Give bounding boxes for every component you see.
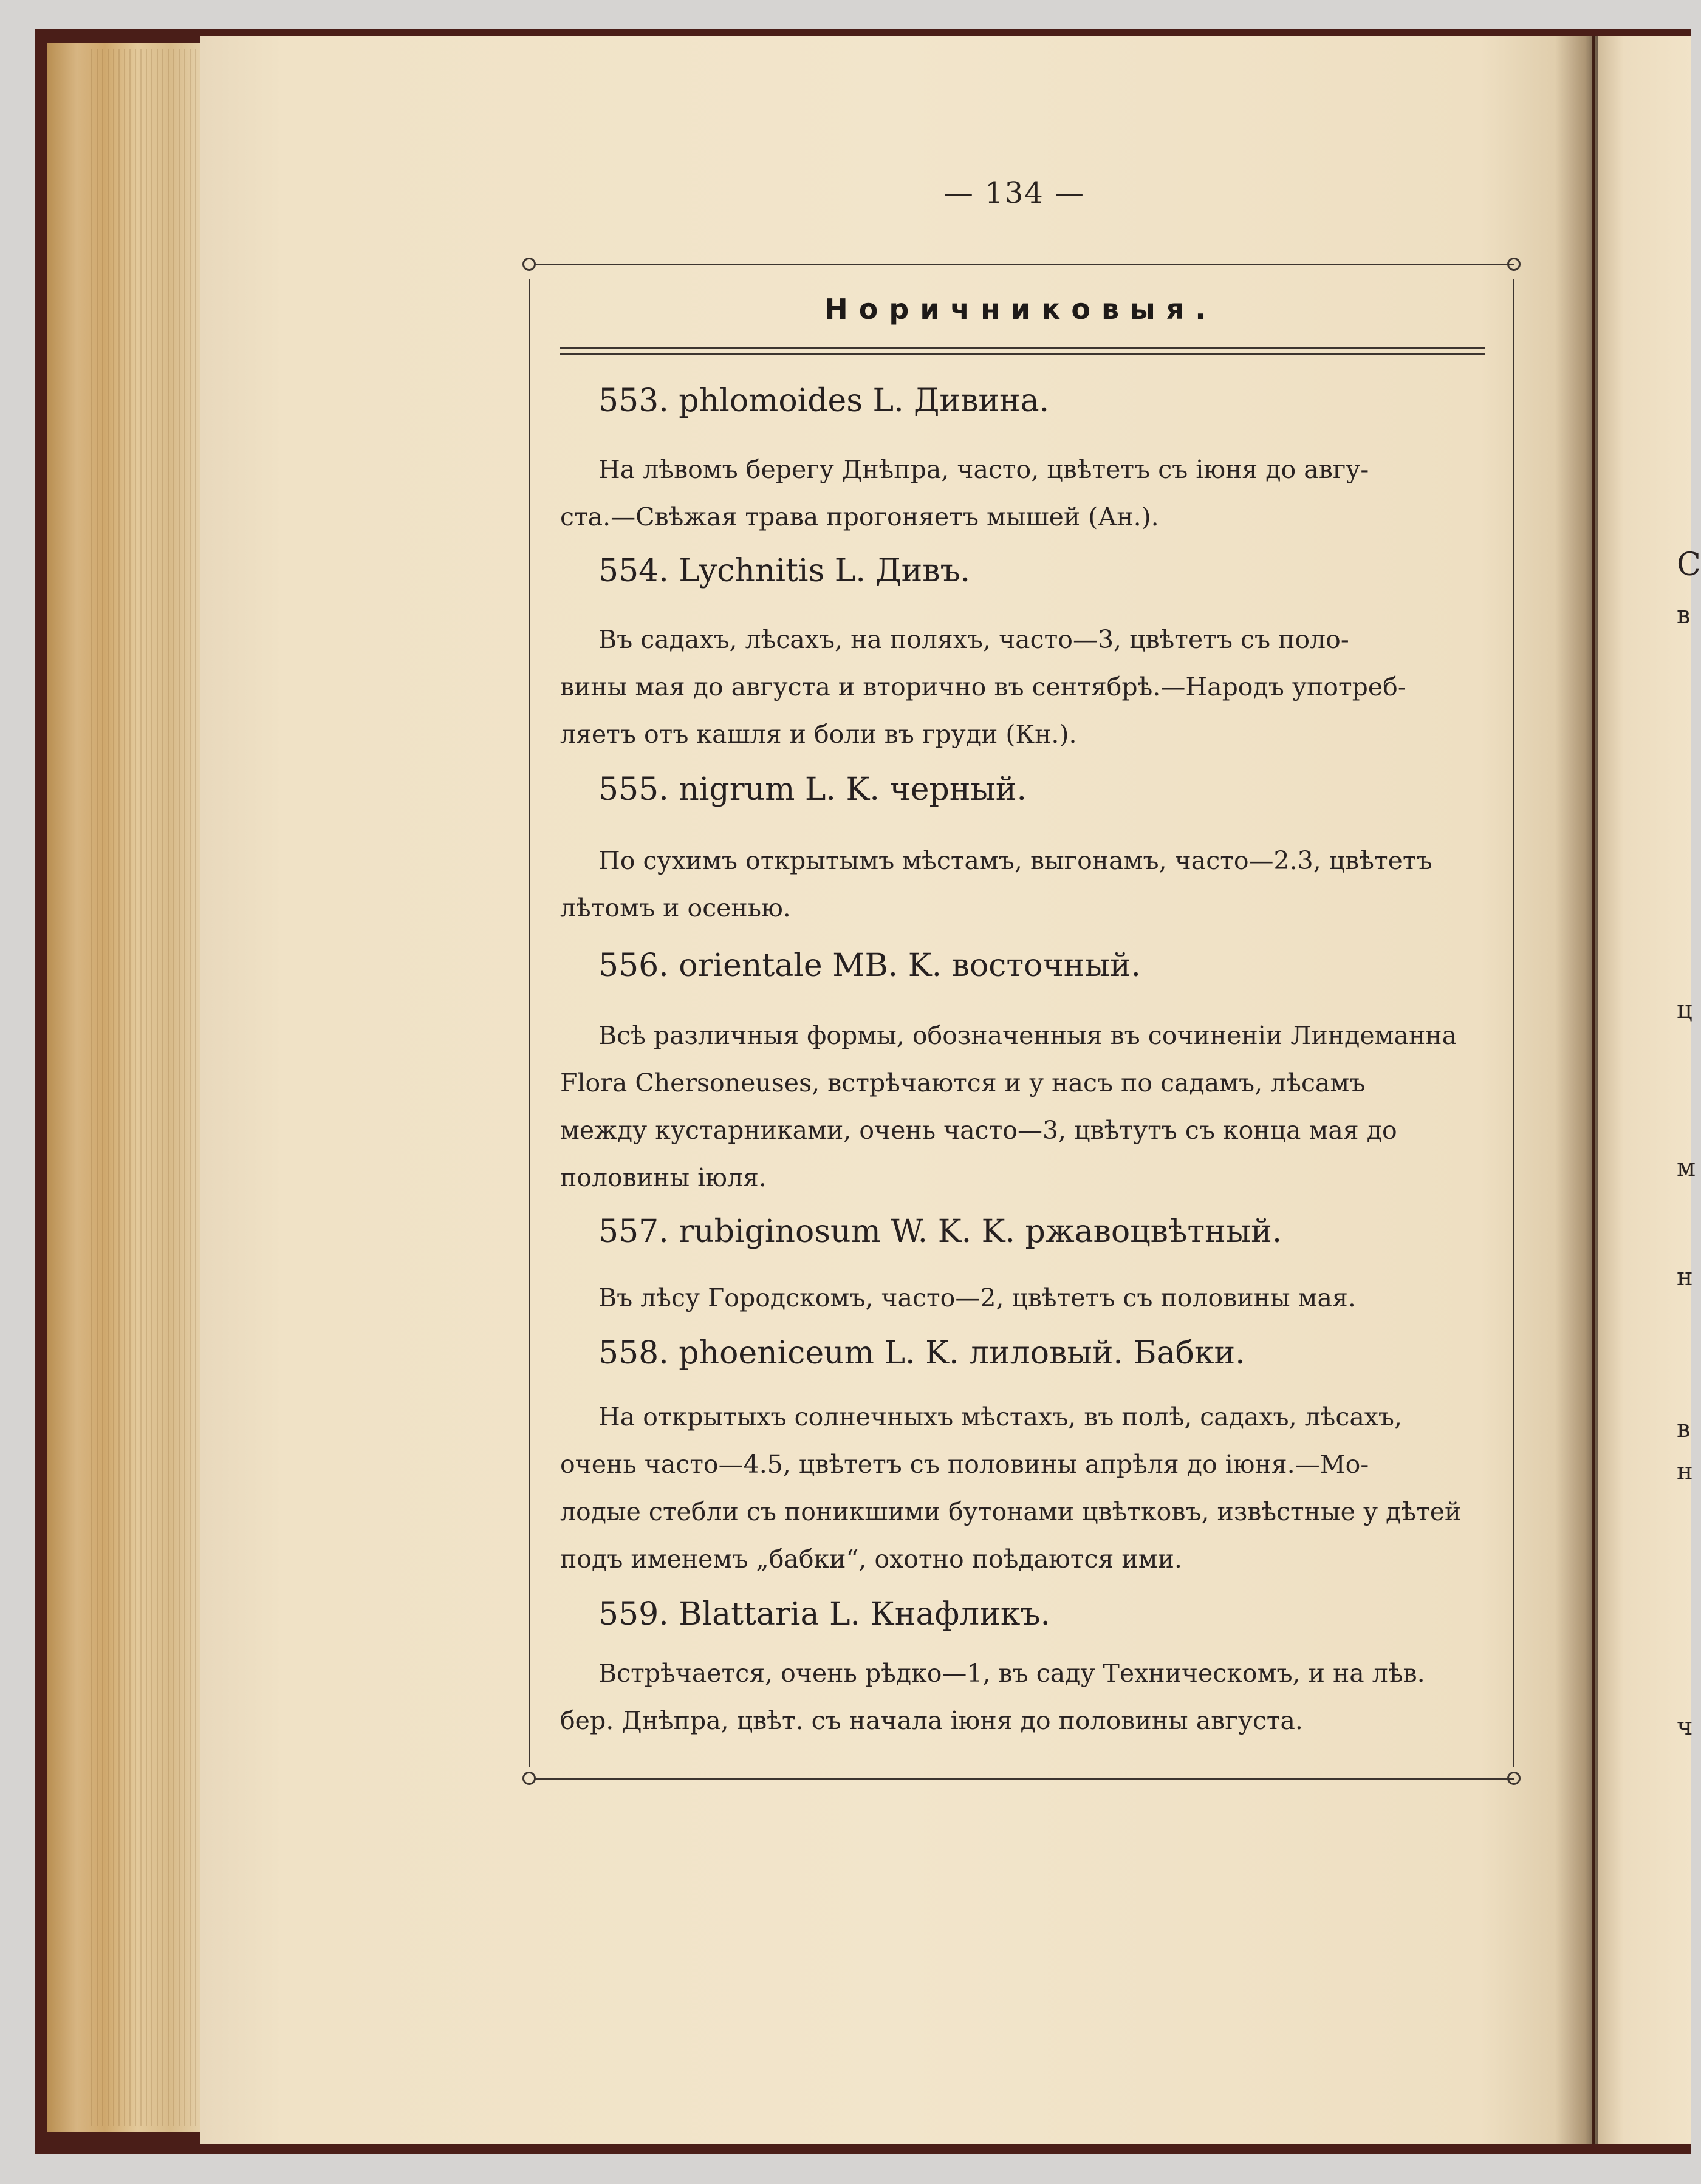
text-fragment: в [1677,601,1691,629]
entry-description [560,446,1485,541]
entry-description [560,837,1485,932]
text-line: Встрѣчается, очень рѣдко—1, въ саду Техническомъ, и на лѣв. [598,1659,1425,1688]
text-line: между кустарниками, очень часто—3, цвѣтутъ съ конца мая до [560,1116,1397,1145]
text-line: На лѣвомъ берегу Днѣпра, часто, цвѣтетъ съ іюня до авгу- [598,455,1369,484]
text-fragment: м [1677,1154,1696,1182]
heading-double-rule [560,347,1485,349]
frame-right-rule [1513,279,1514,1767]
text-fragment: С [1677,547,1701,583]
heading-double-rule [560,353,1485,355]
text-line: лѣтомъ и осенью. [560,893,791,923]
text-line: бер. Днѣпра, цвѣт. съ начала іюня до половины августа. [560,1706,1303,1735]
text-fragment: н [1677,1458,1693,1486]
text-line: ста.—Свѣжая трава прогоняетъ мышей (Ан.). [560,502,1159,531]
text-fragment: ч [1677,1713,1693,1741]
text-line: половины іюля. [560,1163,767,1192]
text-line: Всѣ различныя формы, обозначенныя въ сочиненіи Линдеманна [598,1021,1457,1050]
entry-heading: 559. Blattaria L. Кнафликъ. [598,1596,1050,1633]
entry-heading: 558. phoeniceum L. K. лиловый. Бабки. [598,1335,1245,1371]
frame-corner-ornament [522,258,536,271]
entry-description [560,1012,1485,1201]
frame-top-rule [535,264,1514,265]
right-page [1595,36,1691,2144]
text-line: Въ садахъ, лѣсахъ, на поляхъ, часто—3, цвѣтетъ съ поло- [598,625,1349,654]
text-line: вины мая до августа и вторично въ сентябрѣ.—Народъ употреб- [560,672,1406,701]
frame-left-rule [529,279,530,1767]
entry-description [560,616,1485,758]
entry-heading: 557. rubiginosum W. K. K. ржавоцвѣтный. [598,1213,1282,1250]
frame-bottom-rule [535,1778,1514,1780]
text-fragment: в [1677,1415,1691,1443]
text-line: подъ именемъ „бабки“, охотно поѣдаются ими. [560,1544,1182,1574]
text-fragment: ц [1677,996,1692,1024]
entry-description [560,1393,1485,1583]
frame-corner-ornament [522,1772,536,1785]
entry-heading: 555. nigrum L. K. черный. [598,771,1027,808]
family-title: Норичниковыя. [824,293,1217,326]
entry-description [560,1274,1485,1322]
text-line: На открытыхъ солнечныхъ мѣстахъ, въ полѣ, садахъ, лѣсахъ, [598,1402,1403,1432]
text-fragment: н [1677,1263,1693,1291]
page-number: — 134 — [943,176,1086,210]
frame-corner-ornament [1507,1772,1521,1785]
entry-heading: 553. phlomoides L. Дивина. [598,383,1050,419]
text-line: Flora Chersoneuses, встрѣчаются и у насъ по садамъ, лѣсамъ [560,1068,1366,1097]
text-line: Въ лѣсу Городскомъ, часто—2, цвѣтетъ съ половины мая. [598,1283,1356,1312]
entry-heading: 554. Lychnitis L. Дивъ. [598,553,971,589]
entry-heading: 556. orientale MB. K. восточный. [598,947,1141,984]
text-line: По сухимъ открытымъ мѣстамъ, выгонамъ, часто—2.3, цвѣтетъ [598,846,1432,875]
frame-corner-ornament [1507,258,1521,271]
text-line: очень часто—4.5, цвѣтетъ съ половины апрѣля до іюня.—Мо- [560,1450,1369,1479]
page-edge-lines [91,49,200,2126]
text-line: ляетъ отъ кашля и боли въ груди (Кн.). [560,720,1077,749]
book-gutter [1555,36,1598,2144]
entry-description [560,1650,1485,1744]
text-line: лодые стебли съ поникшими бутонами цвѣтковъ, извѣстные у дѣтей [560,1497,1462,1526]
